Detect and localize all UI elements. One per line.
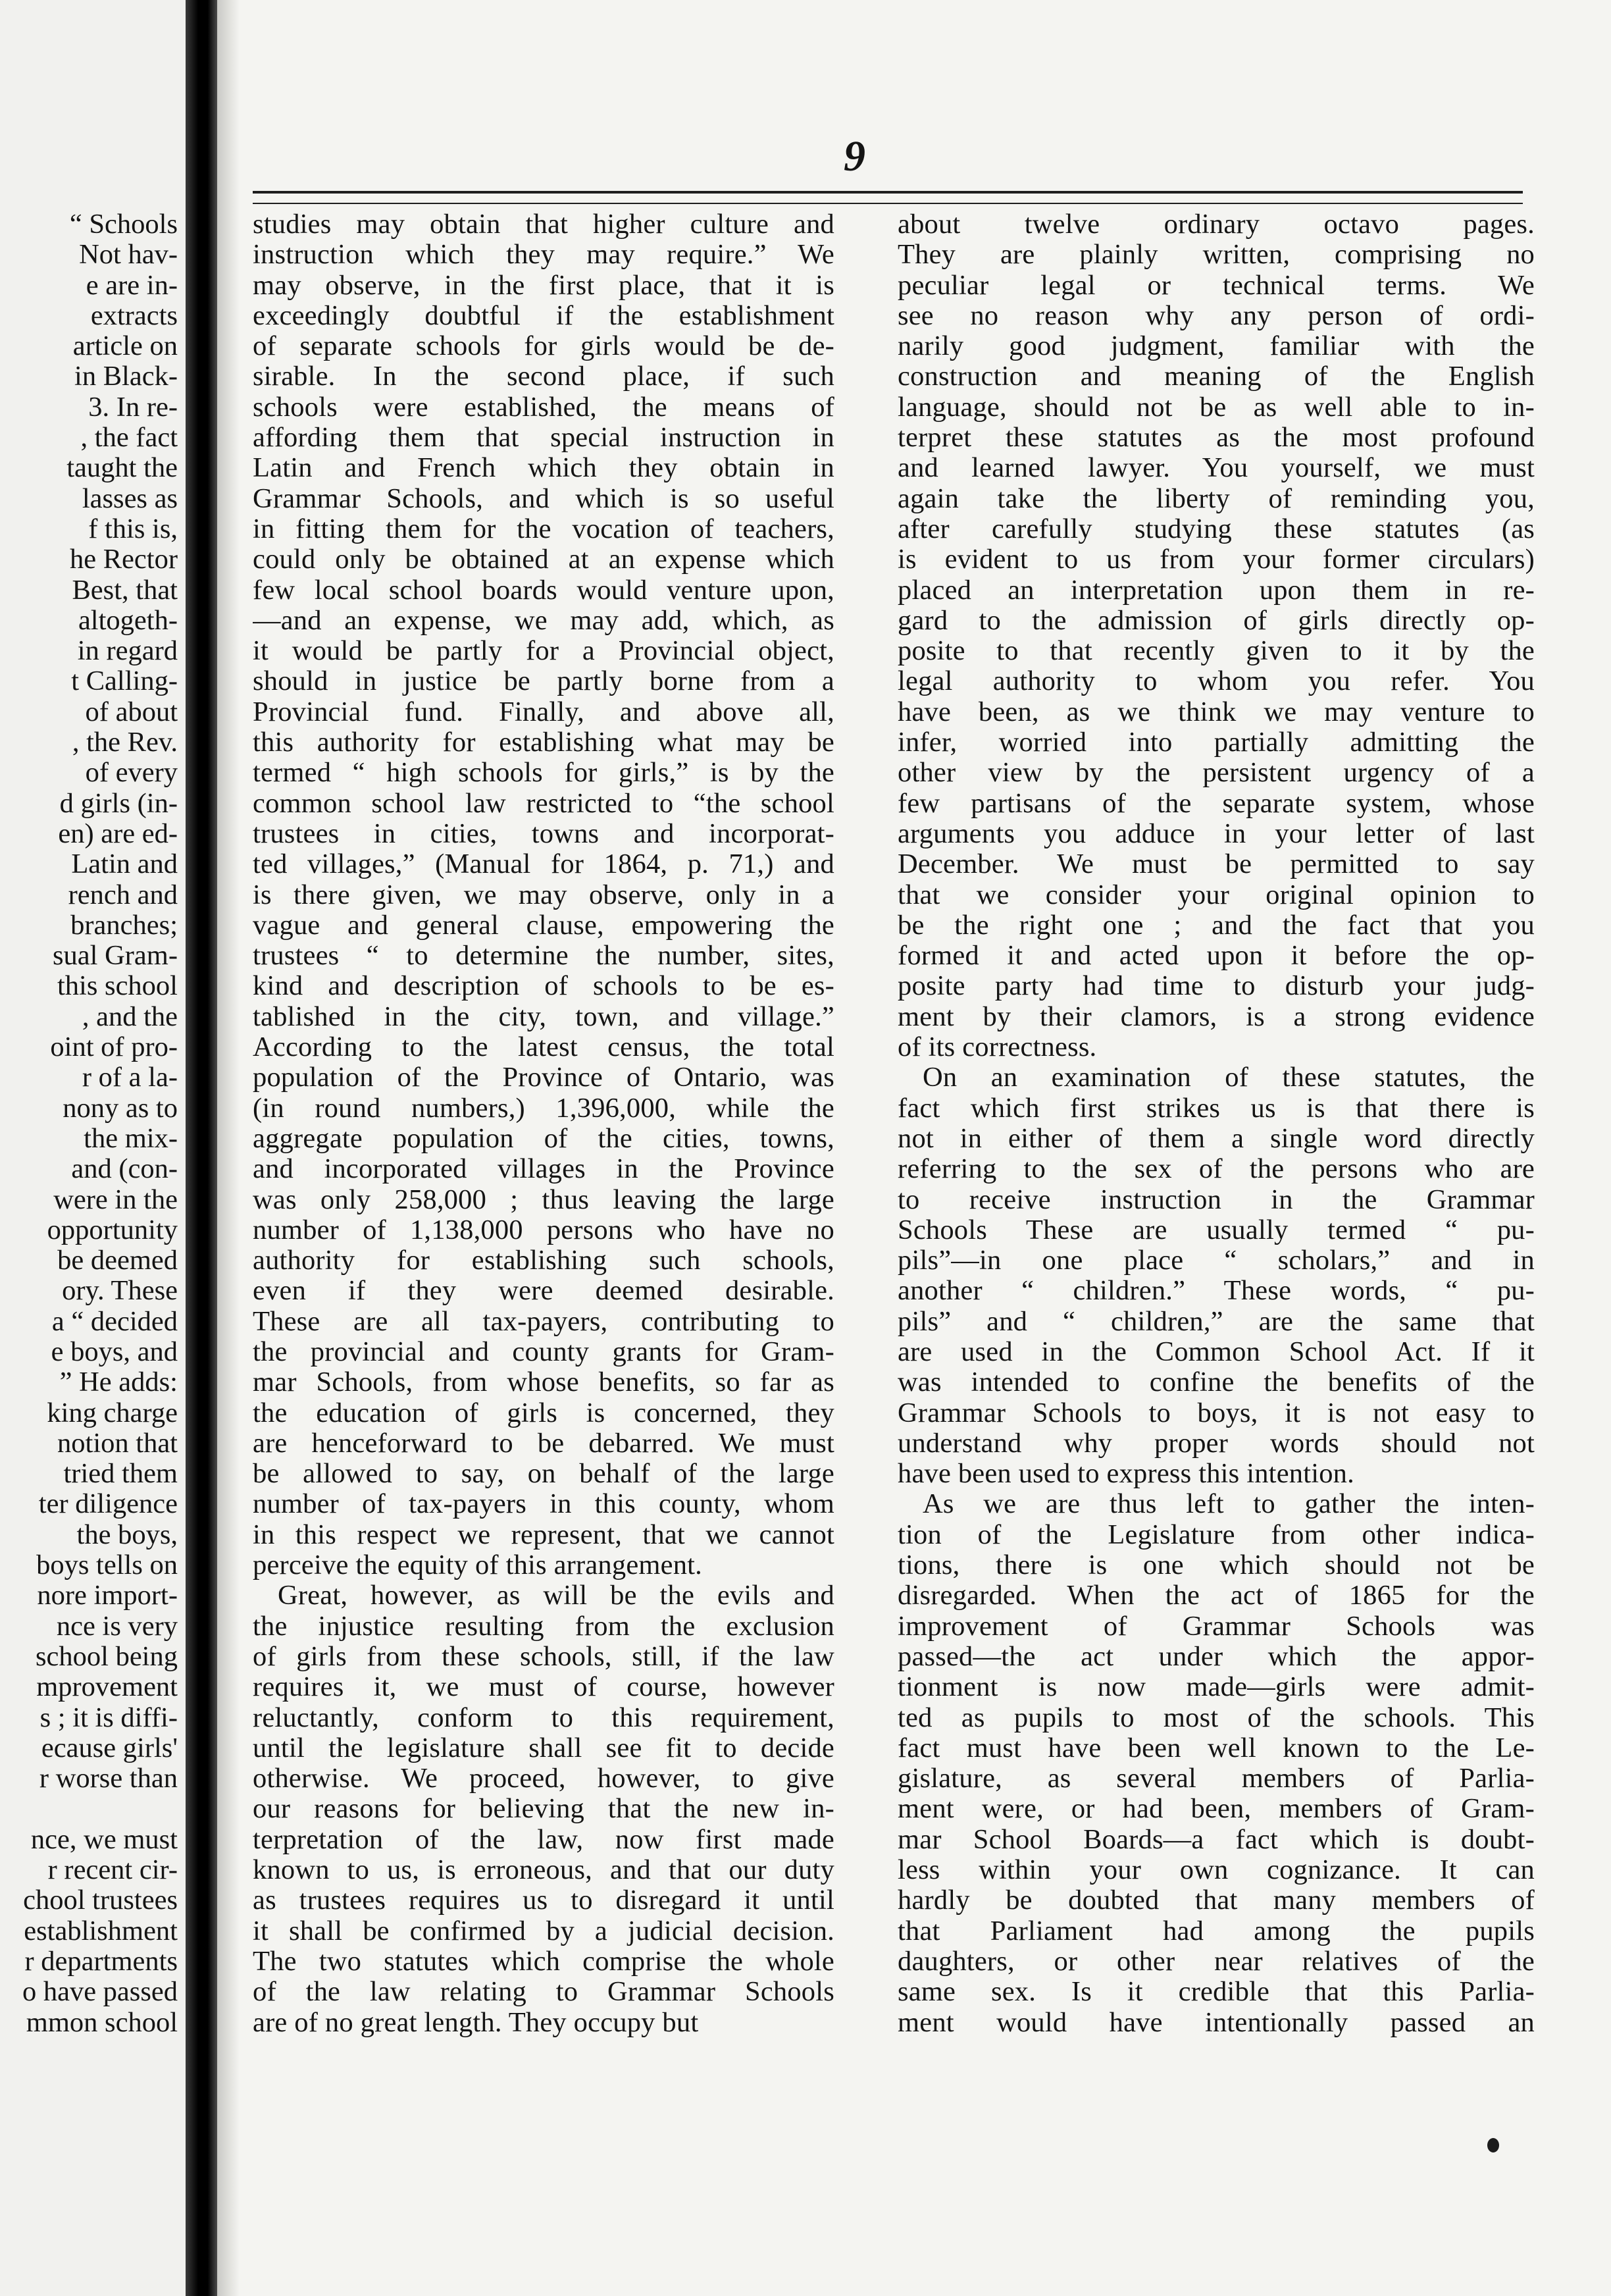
text-line: December. We must be permitted to say bbox=[898, 849, 1535, 880]
text-line: otherwise. We proceed, however, to give bbox=[253, 1763, 834, 1794]
text-line: understand why proper words should not bbox=[898, 1428, 1535, 1459]
text-line: disregarded. When the act of 1865 for the bbox=[898, 1580, 1535, 1611]
text-line: Schools These are usually termed “ pu- bbox=[898, 1214, 1535, 1245]
text-line: may observe, in the first place, that it is bbox=[253, 270, 834, 301]
text-line: the education of girls is concerned, they bbox=[253, 1397, 834, 1428]
text-line: school being bbox=[35, 1640, 178, 1672]
text-line: altogeth- bbox=[78, 604, 178, 636]
text-line: should in justice be partly borne from a bbox=[253, 666, 834, 697]
text-line: number of tax-payers in this county, whom bbox=[253, 1489, 834, 1520]
text-line: fact must have been well known to the Le- bbox=[898, 1733, 1535, 1763]
text-line: the mix- bbox=[84, 1122, 178, 1154]
text-line: be the right one ; and the fact that you bbox=[898, 910, 1535, 941]
text-line: pils” and “ children,” are the same that bbox=[898, 1306, 1535, 1337]
text-line: it would be partly for a Provincial object, bbox=[253, 636, 834, 667]
text-line: , the fact bbox=[80, 422, 178, 454]
text-line: in fitting them for the vocation of teachers, bbox=[253, 513, 834, 544]
text-line: requires it, we must of course, however bbox=[253, 1672, 834, 1703]
text-line: Great, however, as will be the evils and bbox=[278, 1580, 834, 1611]
text-line: peculiar legal or technical terms. We bbox=[898, 270, 1535, 301]
text-line: known to us, is erroneous, and that our duty bbox=[253, 1855, 834, 1886]
text-line: it shall be confirmed by a judicial decision. bbox=[253, 1916, 834, 1946]
text-line: Grammar Schools, and which is so useful bbox=[253, 483, 834, 514]
text-line: mar School Boards—a fact which is doubt- bbox=[898, 1824, 1535, 1855]
text-line: construction and meaning of the English bbox=[898, 361, 1535, 392]
text-line: t Calling- bbox=[71, 665, 178, 697]
text-line: boys tells on bbox=[36, 1550, 178, 1581]
facing-page-fragment bbox=[0, 0, 186, 2296]
text-line: trustees in cities, towns and incorporat- bbox=[253, 818, 834, 849]
text-line: is there given, we may observe, only in a bbox=[253, 879, 834, 910]
text-line: are of no great length. They occupy but bbox=[253, 2007, 699, 2038]
ink-spot bbox=[1487, 2138, 1499, 2152]
text-line: These are all tax-payers, contributing to bbox=[253, 1306, 834, 1337]
text-line: the boys, bbox=[76, 1519, 178, 1550]
text-line: Provincial fund. Finally, and above all, bbox=[253, 696, 834, 727]
text-line: , the Rev. bbox=[72, 727, 178, 758]
text-line: nce, we must bbox=[30, 1823, 178, 1855]
text-line: gislature, as several members of Parlia- bbox=[898, 1763, 1535, 1794]
text-line: lasses as bbox=[82, 483, 178, 514]
text-line: placed an interpretation upon them in re- bbox=[898, 575, 1535, 606]
text-line: and (con- bbox=[71, 1153, 178, 1185]
text-line: king charge bbox=[47, 1397, 178, 1428]
text-line: terpretation of the law, now first made bbox=[253, 1824, 834, 1855]
text-line: number of 1,138,000 persons who have no bbox=[253, 1214, 834, 1245]
text-line: arguments you adduce in your letter of last bbox=[898, 818, 1535, 849]
text-line: in Black- bbox=[74, 361, 178, 392]
text-line: of about bbox=[85, 696, 178, 727]
text-line: —and an expense, we may add, which, as bbox=[253, 605, 834, 636]
text-line: and learned lawyer. You yourself, we must bbox=[898, 453, 1535, 484]
text-line: chool trustees bbox=[23, 1885, 178, 1916]
text-line: ted villages,” (Manual for 1864, p. 71,) and bbox=[253, 849, 834, 880]
facing-page-text bbox=[22, 209, 178, 2038]
text-line: hardly be doubted that many members of bbox=[898, 1885, 1535, 1916]
text-line: Latin and bbox=[71, 848, 178, 880]
text-line: population of the Province of Ontario, was bbox=[253, 1062, 834, 1093]
text-line: narily good judgment, familiar with the bbox=[898, 331, 1535, 362]
text-line: studies may obtain that higher culture and bbox=[253, 209, 834, 240]
text-line: tried them bbox=[63, 1458, 178, 1490]
text-line: tionment is now made—girls were admit- bbox=[898, 1672, 1535, 1703]
text-line: ment by their clamors, is a strong evidence bbox=[898, 1001, 1535, 1032]
text-line: According to the latest census, the total bbox=[253, 1032, 834, 1063]
text-line: The two statutes which comprise the whole bbox=[253, 1946, 834, 1977]
text-line: other view by the persistent urgency of a bbox=[898, 758, 1535, 789]
text-line: en) are ed- bbox=[58, 818, 178, 849]
text-line: d girls (in- bbox=[59, 787, 178, 819]
text-line: , and the bbox=[82, 1001, 178, 1032]
text-line: sual Gram- bbox=[52, 940, 178, 972]
text-line: about twelve ordinary octavo pages. bbox=[898, 209, 1535, 240]
text-line: nony as to bbox=[63, 1092, 178, 1124]
text-line: On an examination of these statutes, the bbox=[923, 1062, 1535, 1093]
text-line: affording them that special instruction in bbox=[253, 423, 834, 454]
text-line: again take the liberty of reminding you, bbox=[898, 483, 1535, 514]
text-line: mmon school bbox=[26, 2006, 178, 2038]
text-line: r of a la- bbox=[82, 1062, 178, 1093]
book-gutter bbox=[186, 0, 217, 2296]
text-line: Best, that bbox=[72, 574, 178, 606]
text-line: a “ decided bbox=[51, 1305, 178, 1337]
text-line: are used in the Common School Act. If it bbox=[898, 1336, 1535, 1367]
text-line: passed—the act under which the appor- bbox=[898, 1641, 1535, 1672]
text-line: sirable. In the second place, if such bbox=[253, 361, 834, 392]
text-line: aggregate population of the cities, towns, bbox=[253, 1123, 834, 1154]
text-line: he Rector bbox=[69, 544, 178, 575]
text-line: nore import- bbox=[37, 1580, 178, 1611]
text-line: after carefully studying these statutes (as bbox=[898, 513, 1535, 544]
document-page bbox=[217, 0, 1611, 2296]
text-line: Not hav- bbox=[79, 239, 178, 271]
text-line: perceive the equity of this arrangement. bbox=[253, 1550, 702, 1581]
text-line: extracts bbox=[90, 300, 178, 331]
text-line: r departments bbox=[24, 1945, 178, 1977]
text-line: and incorporated villages in the Province bbox=[253, 1154, 834, 1185]
text-line: f this is, bbox=[88, 513, 178, 544]
text-line: 3. In re- bbox=[88, 391, 178, 423]
text-line: establishment bbox=[24, 1915, 178, 1946]
text-line: gard to the admission of girls directly op- bbox=[898, 605, 1535, 636]
text-line: the provincial and county grants for Gram- bbox=[253, 1336, 834, 1367]
text-line: tablished in the city, town, and village.” bbox=[253, 1001, 834, 1032]
text-line: nce is very bbox=[56, 1610, 178, 1642]
text-line: this authority for establishing what may be bbox=[253, 727, 834, 758]
text-line: of every bbox=[85, 757, 178, 789]
text-line: notion that bbox=[57, 1427, 178, 1459]
header-rule bbox=[253, 191, 1523, 204]
text-line: r worse than bbox=[39, 1763, 178, 1794]
text-line: termed “ high schools for girls,” is by the bbox=[253, 758, 834, 789]
text-line: They are plainly written, comprising no bbox=[898, 240, 1535, 271]
text-line: to receive instruction in the Grammar bbox=[898, 1184, 1535, 1215]
text-line: terpret these statutes as the most profound bbox=[898, 423, 1535, 454]
text-line: less within your own cognizance. It can bbox=[898, 1855, 1535, 1886]
text-line: legal authority to whom you refer. You bbox=[898, 666, 1535, 697]
text-line: was only 258,000 ; thus leaving the large bbox=[253, 1184, 834, 1215]
left-text-column bbox=[253, 209, 834, 2038]
text-line: see no reason why any person of ordi- bbox=[898, 300, 1535, 331]
text-line: s ; it is diffi- bbox=[39, 1702, 178, 1733]
text-line: Latin and French which they obtain in bbox=[253, 453, 834, 484]
text-line: this school bbox=[57, 970, 178, 1002]
text-line: another “ children.” These words, “ pu- bbox=[898, 1276, 1535, 1307]
text-line: as trustees requires us to disregard it until bbox=[253, 1885, 834, 1916]
text-line: tion of the Legislature from other indica- bbox=[898, 1519, 1535, 1550]
text-line: common school law restricted to “the school bbox=[253, 788, 834, 819]
text-line: instruction which they may require.” We bbox=[253, 240, 834, 271]
text-line: mar Schools, from whose benefits, so far as bbox=[253, 1367, 834, 1398]
text-line: are henceforward to be debarred. We must bbox=[253, 1428, 834, 1459]
text-line: language, should not be as well able to in- bbox=[898, 392, 1535, 423]
text-line: posite to that recently given to it by the bbox=[898, 636, 1535, 667]
text-line: of the law relating to Grammar Schools bbox=[253, 1977, 834, 2008]
text-line: until the legislature shall see fit to decide bbox=[253, 1733, 834, 1763]
text-line: ted as pupils to most of the schools. This bbox=[898, 1702, 1535, 1733]
text-line bbox=[22, 1794, 178, 1824]
text-line: not in either of them a single word directly bbox=[898, 1123, 1535, 1154]
text-line: reluctantly, conform to this requirement, bbox=[253, 1702, 834, 1733]
text-line: ” He adds: bbox=[59, 1367, 178, 1398]
text-line: daughters, or other near relatives of the bbox=[898, 1946, 1535, 1977]
text-line: fact which first strikes us is that there is bbox=[898, 1093, 1535, 1124]
text-line: rench and bbox=[68, 879, 178, 910]
text-line: branches; bbox=[70, 909, 178, 941]
text-line: taught the bbox=[66, 452, 178, 484]
text-line: mprovement bbox=[36, 1671, 178, 1703]
text-line: improvement of Grammar Schools was bbox=[898, 1611, 1535, 1642]
text-line: have been used to express this intention. bbox=[898, 1459, 1354, 1490]
text-line: Grammar Schools to boys, it is not easy to bbox=[898, 1397, 1535, 1428]
text-line: few partisans of the separate system, whose bbox=[898, 788, 1535, 819]
text-line: As we are thus left to gather the inten- bbox=[923, 1489, 1535, 1520]
text-line: kind and description of schools to be es- bbox=[253, 971, 834, 1002]
text-line: ecause girls' bbox=[41, 1732, 178, 1763]
text-line: be allowed to say, on behalf of the large bbox=[253, 1459, 834, 1490]
text-line: trustees “ to determine the number, sites, bbox=[253, 941, 834, 972]
text-line: vague and general clause, empowering the bbox=[253, 910, 834, 941]
page-number: 9 bbox=[844, 132, 865, 180]
text-line: posite party had time to disturb your judg- bbox=[898, 971, 1535, 1002]
text-line: was intended to confine the benefits of the bbox=[898, 1367, 1535, 1398]
text-line: o have passed bbox=[22, 1976, 178, 2008]
right-text-column bbox=[898, 209, 1535, 2038]
text-line: formed it and acted upon it before the op- bbox=[898, 941, 1535, 972]
text-line: even if they were deemed desirable. bbox=[253, 1276, 834, 1307]
text-line: the injustice resulting from the exclusion bbox=[253, 1611, 834, 1642]
text-line: referring to the sex of the persons who are bbox=[898, 1154, 1535, 1185]
text-line: same sex. Is it credible that this Parlia- bbox=[898, 1977, 1535, 2008]
text-line: have been, as we think we may venture to bbox=[898, 696, 1535, 727]
text-line: ter diligence bbox=[38, 1488, 178, 1520]
text-line: that we consider your original opinion to bbox=[898, 879, 1535, 910]
text-line: be deemed bbox=[57, 1245, 178, 1276]
text-line: few local school boards would venture upon, bbox=[253, 575, 834, 606]
text-line: opportunity bbox=[47, 1214, 178, 1245]
text-line: in regard bbox=[77, 635, 178, 667]
text-line: “ Schools bbox=[69, 209, 178, 240]
text-line: schools were established, the means of bbox=[253, 392, 834, 423]
text-line: in this respect we represent, that we cannot bbox=[253, 1519, 834, 1550]
text-line: ment were, or had been, members of Gram- bbox=[898, 1794, 1535, 1825]
text-line: could only be obtained at an expense which bbox=[253, 544, 834, 575]
text-line: is evident to us from your former circulars) bbox=[898, 544, 1535, 575]
text-line: authority for establishing such schools, bbox=[253, 1245, 834, 1276]
text-line: our reasons for believing that the new in- bbox=[253, 1794, 834, 1825]
text-line: r recent cir- bbox=[47, 1854, 178, 1886]
text-line: e are in- bbox=[86, 269, 178, 301]
text-line: ment would have intentionally passed an bbox=[898, 2007, 1535, 2038]
text-line: article on bbox=[72, 330, 178, 362]
text-line: were in the bbox=[53, 1184, 178, 1215]
text-line: of its correctness. bbox=[898, 1032, 1097, 1063]
text-line: that Parliament had among the pupils bbox=[898, 1916, 1535, 1946]
text-line: exceedingly doubtful if the establishment bbox=[253, 300, 834, 331]
text-line: pils”—in one place “ scholars,” and in bbox=[898, 1245, 1535, 1276]
text-line: of separate schools for girls would be de- bbox=[253, 331, 834, 362]
text-line: tions, there is one which should not be bbox=[898, 1550, 1535, 1581]
text-line: of girls from these schools, still, if the law bbox=[253, 1641, 834, 1672]
text-line: infer, worried into partially admitting the bbox=[898, 727, 1535, 758]
text-line: e boys, and bbox=[51, 1336, 178, 1367]
text-line: oint of pro- bbox=[50, 1031, 178, 1063]
text-line: ory. These bbox=[62, 1275, 178, 1307]
text-line: (in round numbers,) 1,396,000, while the bbox=[253, 1093, 834, 1124]
